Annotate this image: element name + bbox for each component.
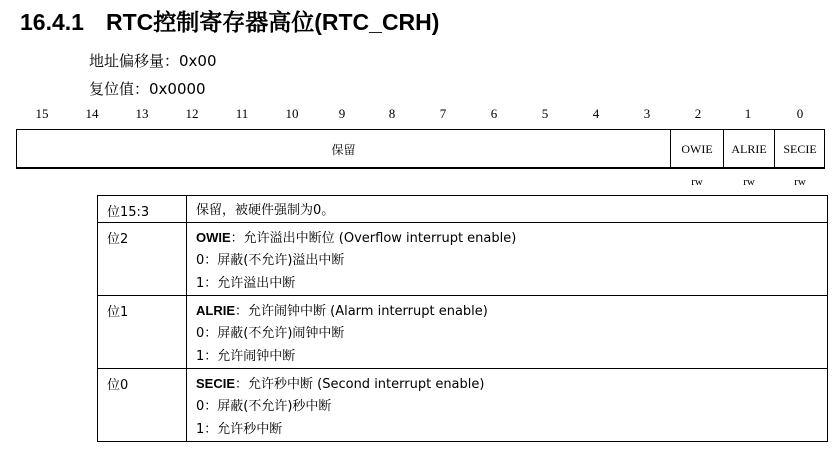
- bit-number: 4: [592, 106, 600, 121]
- bit-number: 1: [744, 106, 752, 121]
- bit-number: 5: [541, 106, 549, 121]
- bit-number: 0: [796, 106, 804, 121]
- alrie-access: rw: [743, 176, 755, 188]
- reset-value: 复位值：0x0000: [89, 80, 206, 98]
- bit-number: 9: [338, 106, 346, 121]
- description-line: 1：允许秒中断: [196, 422, 283, 437]
- bit-number: 8: [388, 106, 396, 121]
- address-offset: 地址偏移量：0x00: [89, 52, 217, 70]
- table-row: [98, 369, 828, 442]
- bit-description-table: [97, 195, 828, 442]
- owie-access: rw: [691, 176, 703, 188]
- field-name: ALRIE: [196, 303, 235, 318]
- bit-number: 3: [643, 106, 651, 121]
- field-summary: ：允许溢出中断位 (Overflow interrupt enable): [230, 231, 517, 246]
- section-number: 16.4.1: [20, 9, 84, 35]
- table-row: [98, 296, 828, 369]
- reserved-field: 保留: [331, 142, 356, 157]
- bit-range: 位1: [98, 296, 187, 369]
- description-line: 0：屏蔽(不允许)闹钟中断: [196, 326, 345, 341]
- bit-number: 2: [694, 106, 702, 121]
- field-summary: ：允许秒中断 (Second interrupt enable): [235, 377, 485, 392]
- alrie-field: ALRIE: [731, 141, 767, 156]
- description-line: 保留，被硬件强制为0。: [196, 203, 335, 218]
- bit-range: 位2: [98, 223, 187, 296]
- description-line: [196, 299, 827, 322]
- description-line: 0：屏蔽(不允许)秒中断: [196, 399, 332, 414]
- bit-number: 6: [490, 106, 498, 121]
- owie-field: OWIE: [681, 141, 713, 156]
- bit-description: [187, 296, 828, 369]
- bit-number: 10: [285, 106, 299, 121]
- bit-number: 14: [85, 106, 99, 121]
- bit-range: 位15:3: [98, 196, 187, 223]
- bit-description: [187, 223, 828, 296]
- description-line: 1：允许闹钟中断: [196, 349, 296, 364]
- section-title: RTC控制寄存器高位(RTC_CRH): [105, 9, 440, 35]
- field-name: SECIE: [196, 376, 236, 391]
- secie-field: SECIE: [783, 141, 817, 156]
- bit-number: 13: [135, 106, 149, 121]
- description-line: [196, 372, 827, 395]
- bit-number: 12: [185, 106, 199, 121]
- description-line: 1：允许溢出中断: [196, 276, 296, 291]
- field-summary: ：允许闹钟中断 (Alarm interrupt enable): [235, 304, 488, 319]
- bit-number: 7: [439, 106, 447, 121]
- bit-description: [187, 369, 828, 442]
- description-line: [196, 226, 827, 249]
- section-heading: [20, 4, 439, 37]
- description-line: 0：屏蔽(不允许)溢出中断: [196, 253, 345, 268]
- table-row: [98, 196, 828, 223]
- secie-access: rw: [794, 176, 806, 188]
- field-name: OWIE: [196, 230, 231, 245]
- bit-description: [187, 196, 828, 223]
- bit-range: 位0: [98, 369, 187, 442]
- bit-number: 15: [35, 106, 49, 121]
- table-row: [98, 223, 828, 296]
- bit-number: 11: [235, 106, 249, 121]
